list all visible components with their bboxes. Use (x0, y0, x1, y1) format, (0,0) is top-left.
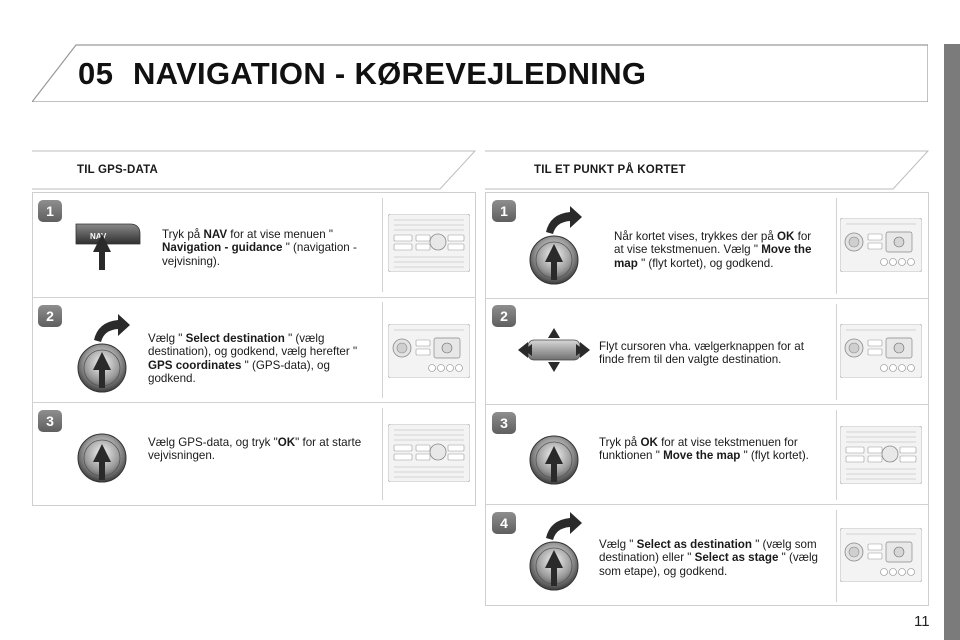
radio-panel-illustration (840, 324, 922, 378)
page-number: 11 (914, 613, 930, 630)
radio-panel-illustration (840, 426, 922, 484)
step-text-right-1: Når kortet vises, trykkes der på OK for at vise tekstmenuen. Vælg " Move the map " (flyt kortet), og godkend. (614, 230, 812, 270)
divider (836, 510, 837, 602)
step-badge-left-1: 1 (38, 200, 62, 222)
divider (836, 410, 837, 500)
radio-panel-illustration (388, 424, 470, 482)
step-text-left-3: Vælg GPS-data, og tryk "OK" for at starte vejvisningen. (148, 436, 362, 463)
radio-panel-illustration (840, 528, 922, 582)
knob-rotate-press-icon (74, 312, 138, 396)
direction-pad-icon (514, 326, 594, 374)
page-title: NAVIGATION - KØREVEJLEDNING (133, 56, 647, 91)
row-separator (485, 504, 929, 505)
step-text-left-2: Vælg " Select destination " (vælg destination), og godkend, vælg herefter " GPS coordinates " (GPS-data), og godkend. (148, 332, 358, 385)
step-badge-right-3: 3 (492, 412, 516, 434)
radio-panel-illustration (840, 218, 922, 272)
knob-press-icon (526, 424, 590, 496)
left-section-title: TIL GPS-DATA (77, 164, 158, 176)
step-badge-left-3: 3 (38, 410, 62, 432)
radio-panel-illustration (388, 324, 470, 378)
row-separator (485, 298, 929, 299)
step-badge-right-1: 1 (492, 200, 516, 222)
step-badge-left-2: 2 (38, 305, 62, 327)
nav-button-press-icon (70, 214, 142, 278)
divider (836, 198, 837, 294)
row-separator (32, 297, 476, 298)
knob-press-icon (74, 422, 138, 494)
right-section-title: TIL ET PUNKT PÅ KORTET (534, 164, 686, 176)
row-separator (485, 404, 929, 405)
step-text-right-4: Vælg " Select as destination " (vælg som destination) eller " Select as stage " (vælg som etape), og godkend. (599, 538, 818, 578)
row-separator (32, 402, 476, 403)
step-text-left-1: Tryk på NAV for at vise menuen " Navigation - guidance " (navigation - vejvisning). (162, 228, 357, 268)
svg-text:NAV: NAV (90, 232, 107, 241)
divider (382, 408, 383, 500)
chapter-number: 05 (78, 56, 114, 91)
divider (382, 302, 383, 398)
radio-panel-illustration (388, 214, 470, 272)
divider (382, 198, 383, 292)
step-badge-right-4: 4 (492, 512, 516, 534)
knob-rotate-press-icon (526, 204, 590, 288)
step-text-right-2: Flyt cursoren vha. vælgerknappen for at finde frem til den valgte destination. (599, 340, 804, 367)
step-badge-right-2: 2 (492, 305, 516, 327)
knob-rotate-press-icon (526, 510, 590, 594)
divider (836, 304, 837, 400)
step-text-right-3: Tryk på OK for at vise tekstmenuen for funktionen " Move the map " (flyt kortet). (599, 436, 809, 463)
side-tab-bar (944, 44, 960, 640)
